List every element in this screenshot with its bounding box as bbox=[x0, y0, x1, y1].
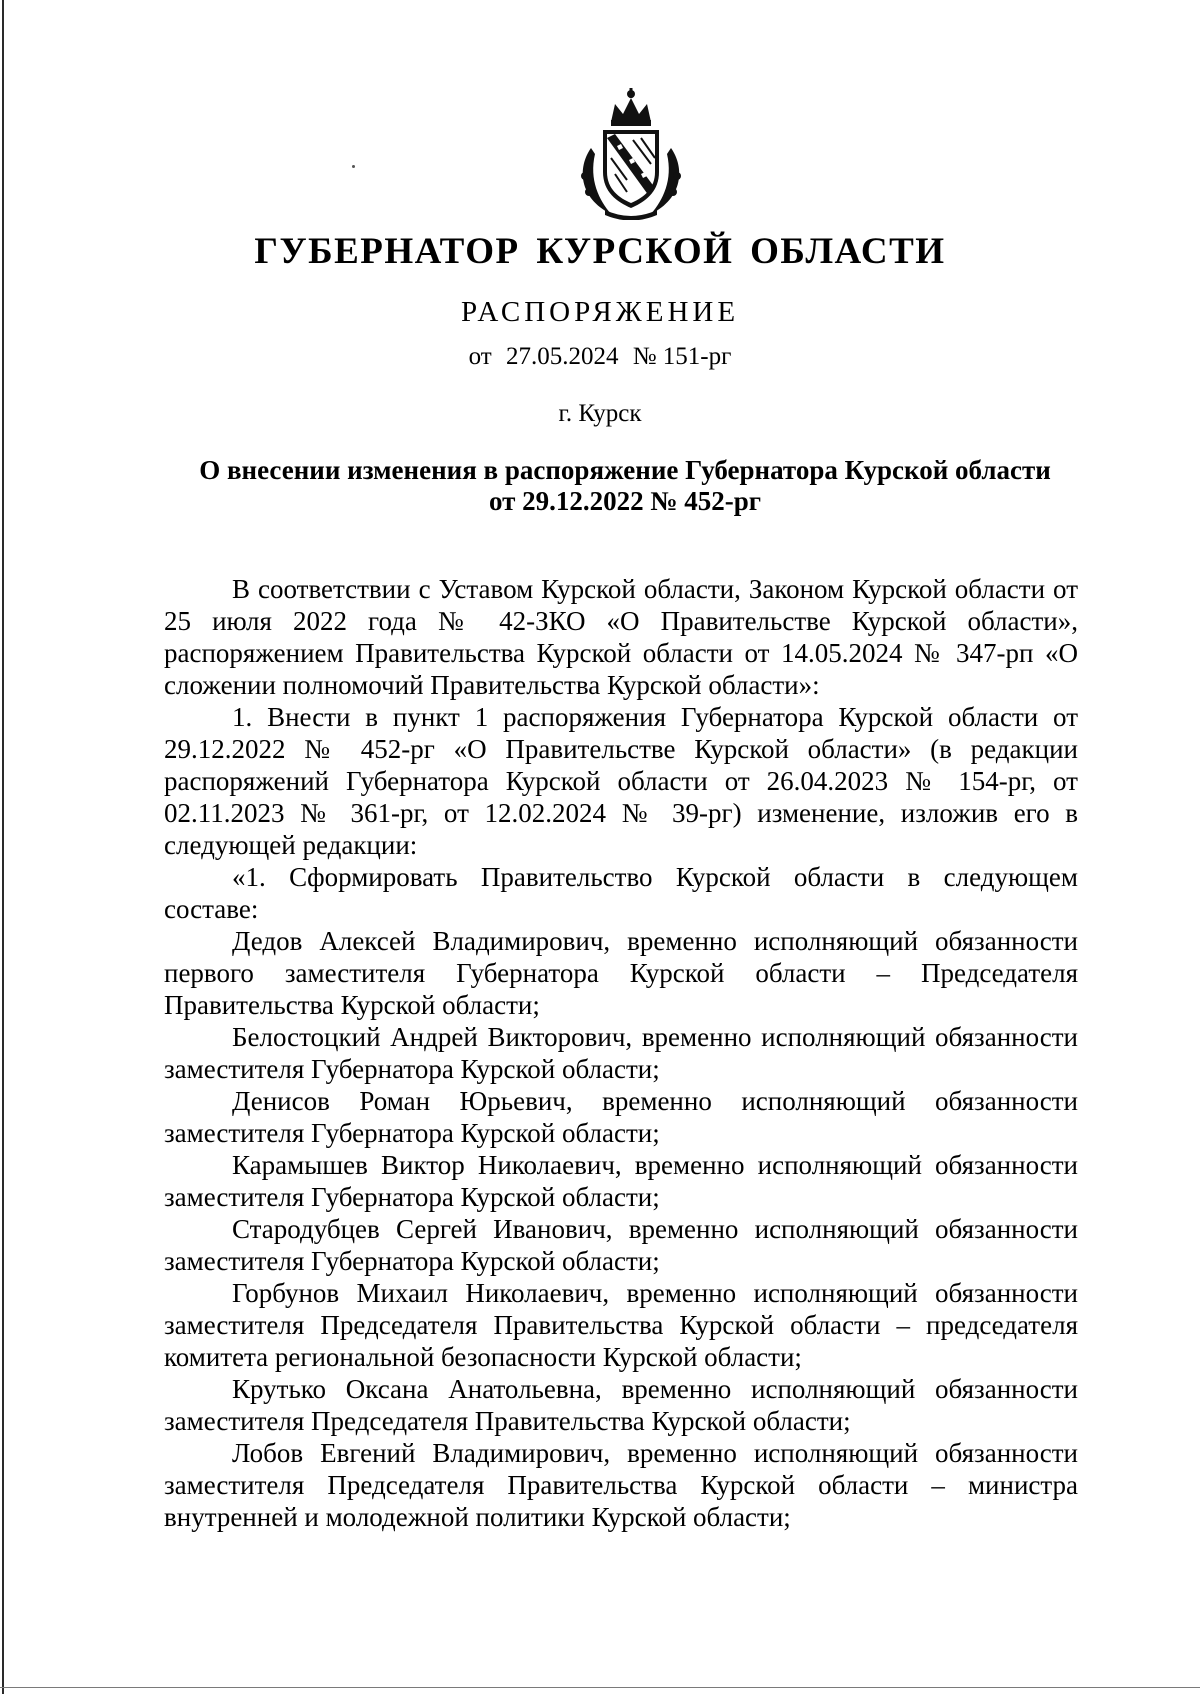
document-date: 27.05.2024 bbox=[505, 343, 619, 370]
scan-speck bbox=[352, 165, 355, 168]
document-date-number bbox=[0, 343, 1200, 371]
subject-line-2: от 29.12.2022 № 452-рг bbox=[488, 486, 762, 516]
member-dedov: Дедов Алексей Владимирович, временно исполняющий обязанности первого заместителя Губернатора Курской области – Председателя Правительства Курской области; bbox=[164, 926, 1078, 1020]
document-type: РАСПОРЯЖЕНИЕ bbox=[460, 296, 740, 328]
member-starodubtsev: Стародубцев Сергей Иванович, временно исполняющий обязанности заместителя Губернатора Курской области; bbox=[164, 1214, 1078, 1276]
document-city: г. Курск bbox=[558, 400, 642, 427]
scan-bottom-edge bbox=[0, 1687, 1200, 1688]
kursk-coat-of-arms-icon bbox=[571, 88, 691, 220]
document-body bbox=[164, 573, 1078, 1533]
member-belostotsky: Белостоцкий Андрей Викторович, временно исполняющий обязанности заместителя Губернатора Курской области; bbox=[164, 1022, 1078, 1084]
document-subject bbox=[150, 455, 1100, 517]
member-lobov: Лобов Евгений Владимирович, временно исполняющий обязанности заместителя Председателя Правительства Курской области – министра внутренней и молодежной политики Курской области; bbox=[164, 1438, 1078, 1532]
subject-line-1: О внесении изменения в распоряжение Губернатора Курской области bbox=[199, 455, 1051, 485]
member-krutko: Крутько Оксана Анатольевна, временно исполняющий обязанности заместителя Председателя Правительства Курской области; bbox=[164, 1374, 1078, 1436]
member-denisov: Денисов Роман Юрьевич, временно исполняющий обязанности заместителя Губернатора Курской области; bbox=[164, 1086, 1078, 1148]
paragraph-preamble: В соответствии с Уставом Курской области, Законом Курской области от 25 июля 2022 года № 42-ЗКО «О Правительстве Курской области», распоряжением Правительства Курской области от 14.05.2024 № 347-рп «О сложении полномочий Правительства Курской области»: bbox=[164, 574, 1078, 700]
paragraph-item-1: 1. Внести в пункт 1 распоряжения Губернатора Курской области от 29.12.2022 № 452-рг «О Правительстве Курской области» (в редакции распоряжений Губернатора Курской области от 26.04.2023 № 154-рг, от 02.11.2023 № 361-рг, от 12.02.2024 № 39-рг) изменение, изложив его в следующей редакции: bbox=[164, 702, 1078, 860]
paragraph-composition: «1. Сформировать Правительство Курской области в следующем составе: bbox=[164, 862, 1078, 924]
document-number: № 151-рг bbox=[632, 343, 732, 370]
member-karamyshev: Карамышев Виктор Николаевич, временно исполняющий обязанности заместителя Губернатора Курской области; bbox=[164, 1150, 1078, 1212]
date-prefix: от bbox=[468, 343, 492, 370]
member-gorbunov: Горбунов Михаил Николаевич, временно исполняющий обязанности заместителя Председателя Правительства Курской области – председателя комитета региональной безопасности Курской области; bbox=[164, 1278, 1078, 1372]
issuer-title: ГУБЕРНАТОР КУРСКОЙ ОБЛАСТИ bbox=[254, 231, 946, 272]
